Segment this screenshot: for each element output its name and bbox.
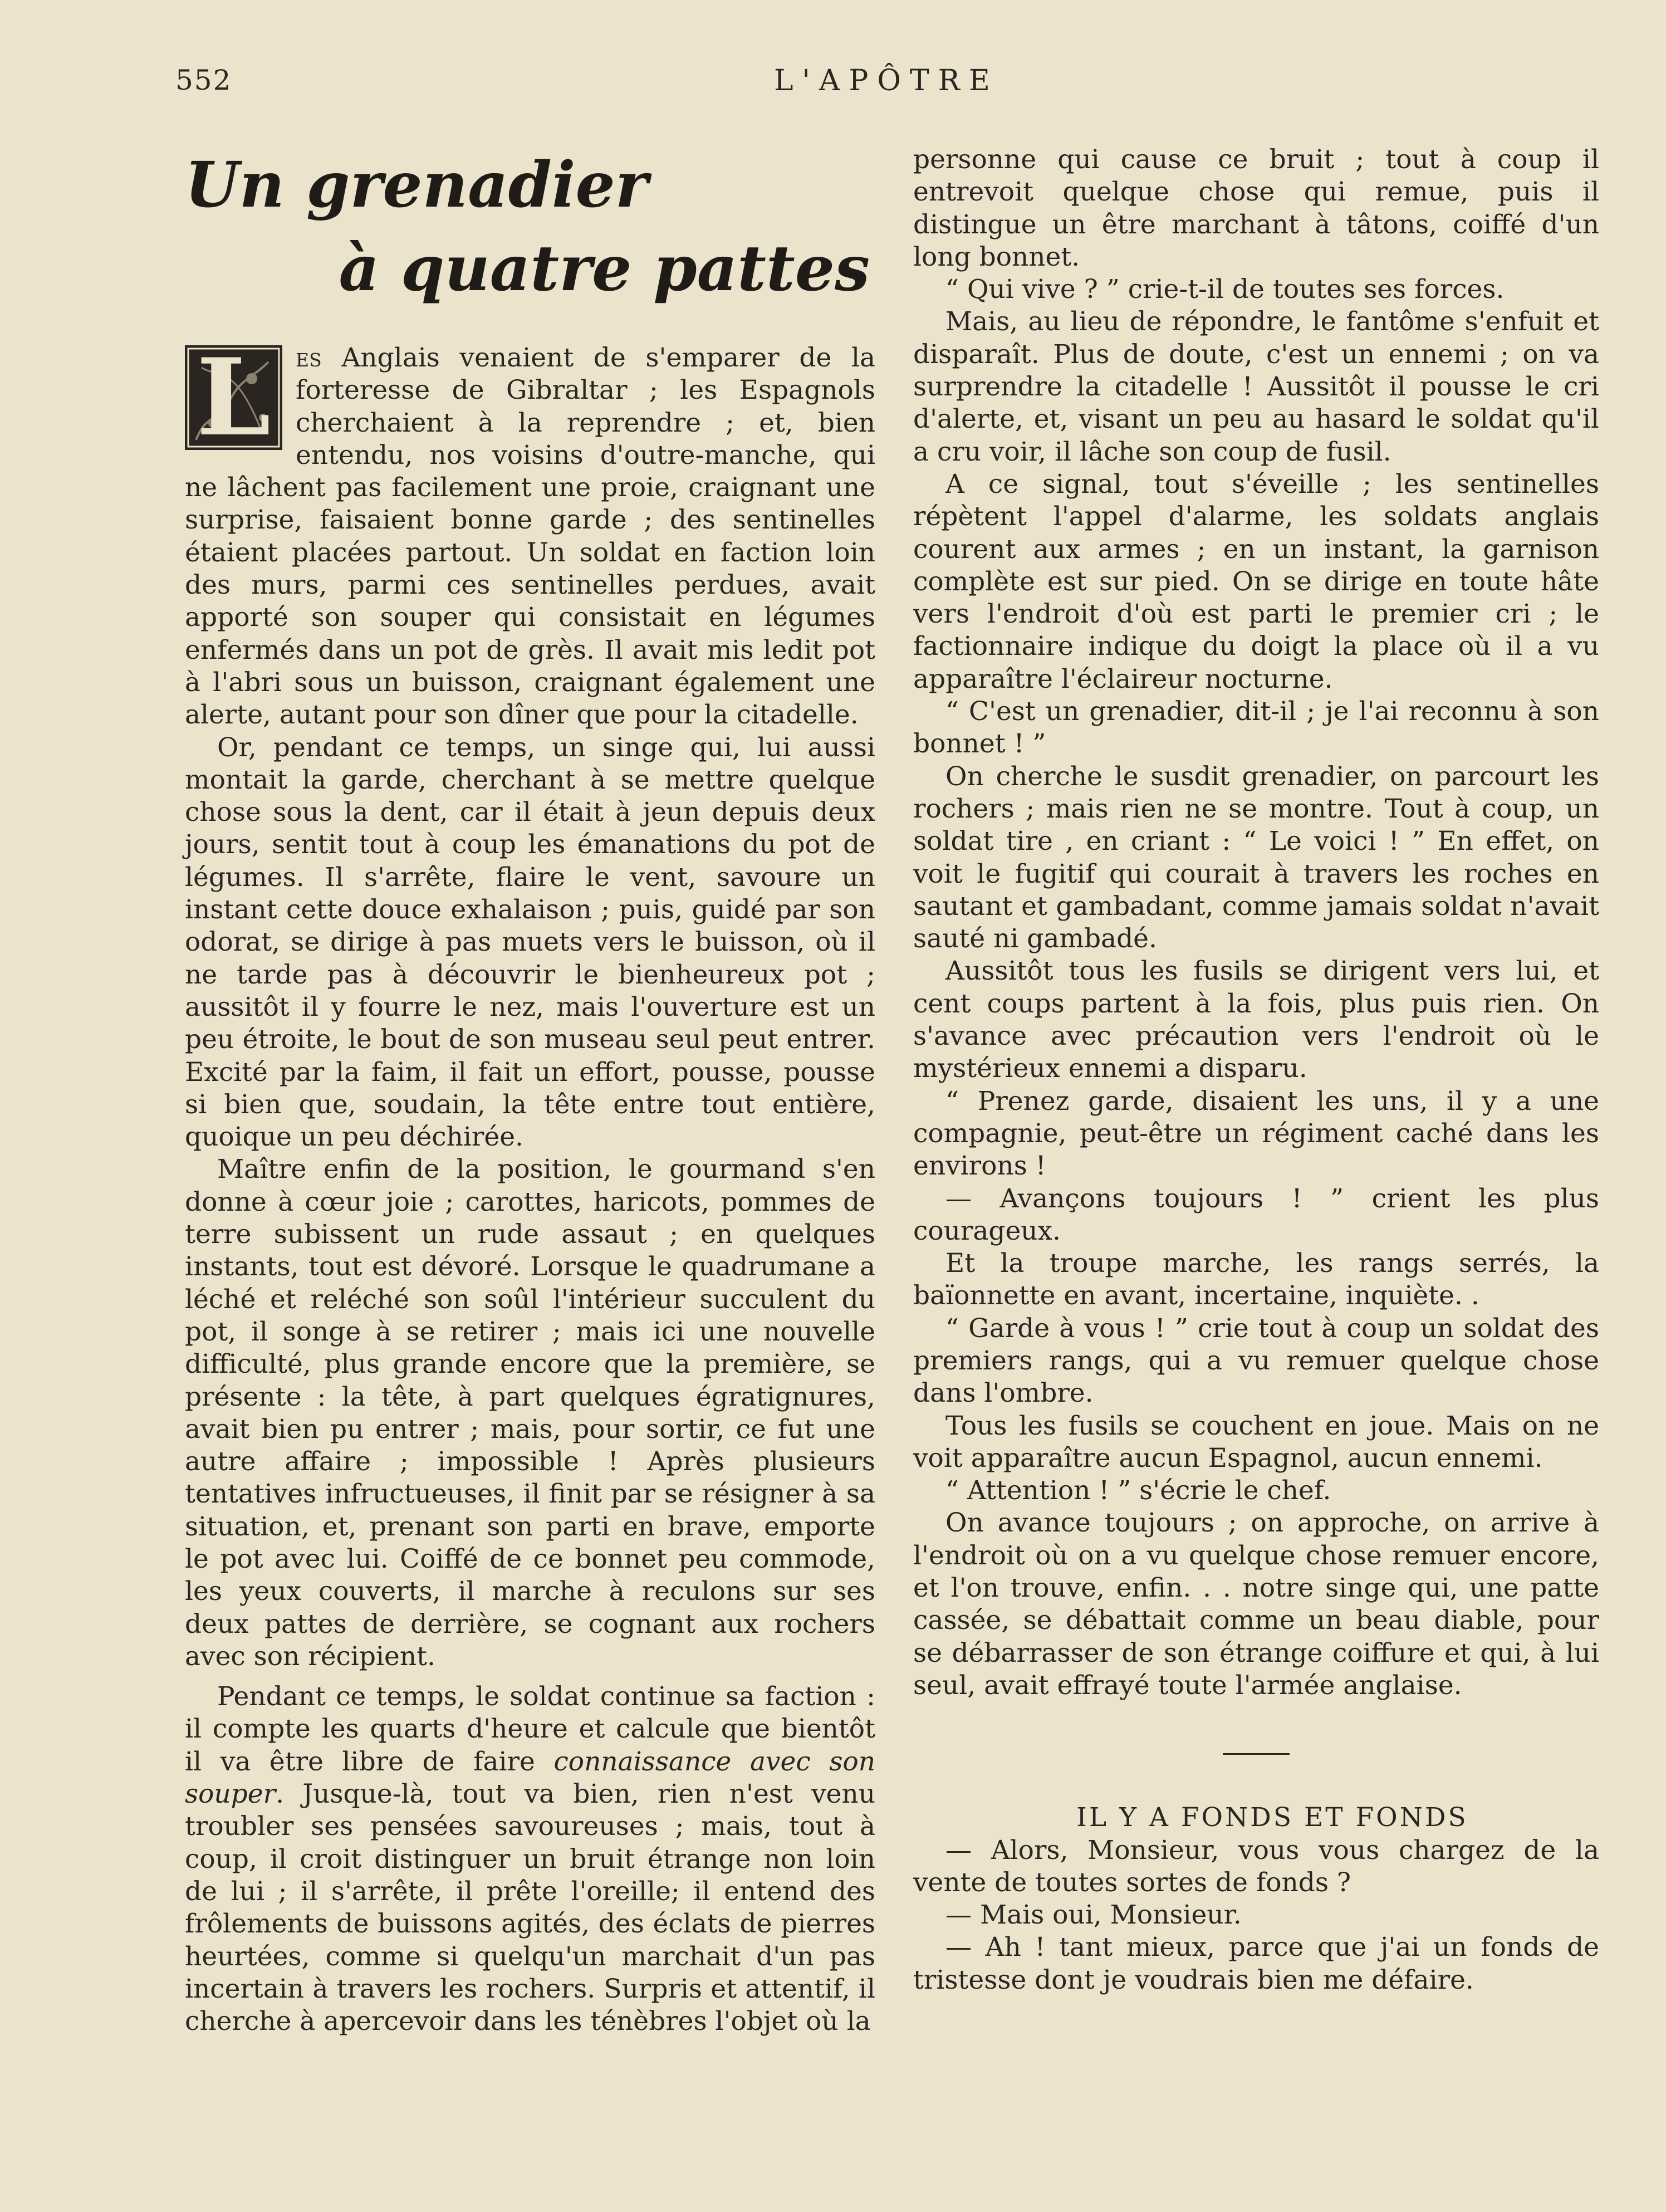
paragraph-qui-vive: “ Qui vive ? ” crie-t-il de toutes ses forces. — [945, 274, 1505, 305]
paragraph-4-italic: connaissance avec son souper — [185, 1746, 876, 1810]
paragraph-2: Or, pendant ce temps, un singe qui, lui aussi montait la garde, cherchant à se mettre quelque chose sous la dent, car il était à jeun depuis deux jours, sentit tout à coup les émanations du pot de légumes. Il s'arrête, flaire le vent, savoure un instant cette douce exhalaison ; puis, guidé par son odorat, se dirige à pas muets vers le buisson, où il ne tarde pas à découvrir le bienheureux pot ; aussitôt il y fourre le nez, mais l'ouverture est un peu étroite, le bout de son museau seul peut entrer. Excité par la faim, il fait un effort, pousse, pousse si bien que, soudain, la tête entre tout entière, quoique un peu déchirée. — [185, 732, 875, 1153]
paragraph-avancons: — Avançons toujours ! ” crient les plus courageux. — [913, 1183, 1599, 1246]
paragraph-garde-a-vous: “ Garde à vous ! ” crie tout à coup un soldat des premiers rangs, qui a vu remuer quelque chose dans l'ombre. — [913, 1313, 1599, 1409]
paragraph-4 — [185, 1681, 875, 2038]
paragraph-1 — [185, 335, 875, 732]
dropcap-letter: L — [196, 335, 271, 459]
paragraph-1-text: Anglais venaient de s'emparer de la forteresse de Gibraltar ; les Espagnols cherchaient à la reprendre ; et, bien entendu, nos voisins d'outre-manche, qui ne lâchent pas facilement une proie, craignant une surprise, faisaient bonne garde ; des sentinelles étaient placées partout. Un soldat en faction loin des murs, parmi ces sentinelles perdues, avait apporté son souper qui consistait en légumes enfermés dans un pot de grès. Il avait mis ledit pot à l'abri sous un buisson, craignant également une alerte, autant pour son dîner que pour la citadelle. — [185, 342, 875, 731]
page-header — [175, 64, 1571, 109]
paragraph-recherche: On cherche le susdit grenadier, on parcourt les rochers ; mais rien ne se montre. Tout à coup, un soldat tire , en criant : “ Le voici ! ” En effet, on voit le fugitif qui courait à travers les roches en sautant et gambadant, comme jamais soldat n'avait sauté ni gambadé. — [913, 761, 1599, 955]
paragraph-3: Maître enfin de la position, le gourmand s'en donne à cœur joie ; carottes, haricots, pommes de terre subissent un rude assaut ; en quelques instants, tout est dévoré. Lorsque le quadrumane a léché et reléché son soûl l'intérieur succulent du pot, il songe à se retirer ; mais ici une nouvelle difficulté, plus grande encore que la première, se présente : la tête, à part quelques égratignures, avait bien pu entrer ; mais, pour sortir, ce fut une autre affaire ; impossible ! Après plusieurs tentatives infructueuses, il finit par se résigner à sa situation, et, prenant son parti en brave, emporte le pot avec lui. Coiffé de ce bonnet peu commode, les yeux couverts, il marche à reculons sur ses deux pattes de derrière, se cognant aux rochers avec son récipient. — [185, 1154, 875, 1672]
paragraph-fantome: Mais, au lieu de répondre, le fantôme s'enfuit et disparaît. Plus de doute, c'est un ennemi ; on va surprendre la citadelle ! Aussitôt il pousse le cri d'alerte, et, visant un peu au hasard le soldat qu'il a cru voir, il lâche son coup de fusil. — [913, 306, 1599, 467]
ornamental-dropcap — [185, 335, 282, 459]
paragraph-4-end: . Jusque-là, tout va bien, rien n'est venu troubler ses pensées savoureuses ; mais, tout à coup, il croit distinguer un bruit étrange non loin de lui ; il s'arrête, il prête l'oreille; il entend des frôlements de buissons agités, des éclats de pierres heurtées, comme si quelqu'un marchait d'un pas incertain à travers les rochers. Surpris et attentif, il cherche à apercevoir dans les ténèbres l'objet où la — [185, 1779, 875, 2037]
article-title-line-1: Un grenadier — [185, 149, 648, 222]
paragraph-continued: personne qui cause ce bruit ; tout à coup il entrevoit quelque chose qui remue, puis il distingue un être marchant à tâtons, coiffé d'un long bonnet. — [913, 144, 1599, 272]
paragraph-4-start: Pendant ce temps, le soldat continue sa faction : il compte les quarts d'heure et calcule que bientôt il va être libre de faire — [185, 1681, 875, 1777]
left-column — [185, 144, 875, 2038]
paragraph-grenadier: “ C'est un grenadier, dit-il ; je l'ai reconnu à son bonnet ! ” — [913, 696, 1599, 760]
running-title: L'APÔTRE — [774, 64, 999, 97]
paragraph-troupe: Et la troupe marche, les rangs serrés, la baïonnette en avant, incertaine, inquiète. . — [913, 1248, 1599, 1311]
article-title-line-2: à quatre pattes — [339, 232, 870, 305]
article-title — [185, 144, 875, 311]
lead-word: es — [296, 342, 322, 373]
dialogue-line-2: — Mais oui, Monsieur. — [945, 1900, 1242, 1931]
section-heading: IL Y A FONDS ET FONDS — [1076, 1802, 1468, 1833]
page-number: 552 — [175, 64, 232, 96]
paragraph-signal: A ce signal, tout s'éveille ; les sentinelles répètent l'appel d'alarme, les soldats anglais courent aux armes ; en un instant, la garnison complète est sur pied. On se dirige en toute hâte vers l'endroit d'où est parti le premier cri ; le factionnaire indique du doigt la place où il a vu apparaître l'éclaireur nocturne. — [913, 468, 1599, 694]
paragraph-fusils: Aussitôt tous les fusils se dirigent vers lui, et cent coups partent à la fois, plus puis rien. On s'avance avec précaution vers l'endroit où le mystérieux ennemi a disparu. — [913, 956, 1599, 1084]
dialogue-line-1: — Alors, Monsieur, vous vous chargez de la vente de toutes sortes de fonds ? — [913, 1834, 1599, 1898]
paragraph-prenez-garde: “ Prenez garde, disaient les uns, il y a une compagnie, peut-être un régiment caché dans les environs ! — [913, 1085, 1599, 1182]
section-divider — [1223, 1753, 1290, 1755]
dialogue-line-3: — Ah ! tant mieux, parce que j'ai un fonds de tristesse dont je voudrais bien me défaire. — [913, 1932, 1599, 1995]
paragraph-en-joue: Tous les fusils se couchent en joue. Mais on ne voit apparaître aucun Espagnol, aucun ennemi. — [913, 1410, 1599, 1474]
right-column — [913, 144, 1599, 1996]
paragraph-attention: “ Attention ! ” s'écrie le chef. — [945, 1475, 1331, 1506]
paragraph-conclusion: On avance toujours ; on approche, on arrive à l'endroit où on a vu quelque chose remuer encore, et l'on trouve, enfin. . . notre singe qui, une patte cassée, se débattait comme un beau diable, pour se débarrasser de son étrange coiffure et qui, à lui seul, avait effrayé toute l'armée anglaise. — [913, 1508, 1599, 1701]
